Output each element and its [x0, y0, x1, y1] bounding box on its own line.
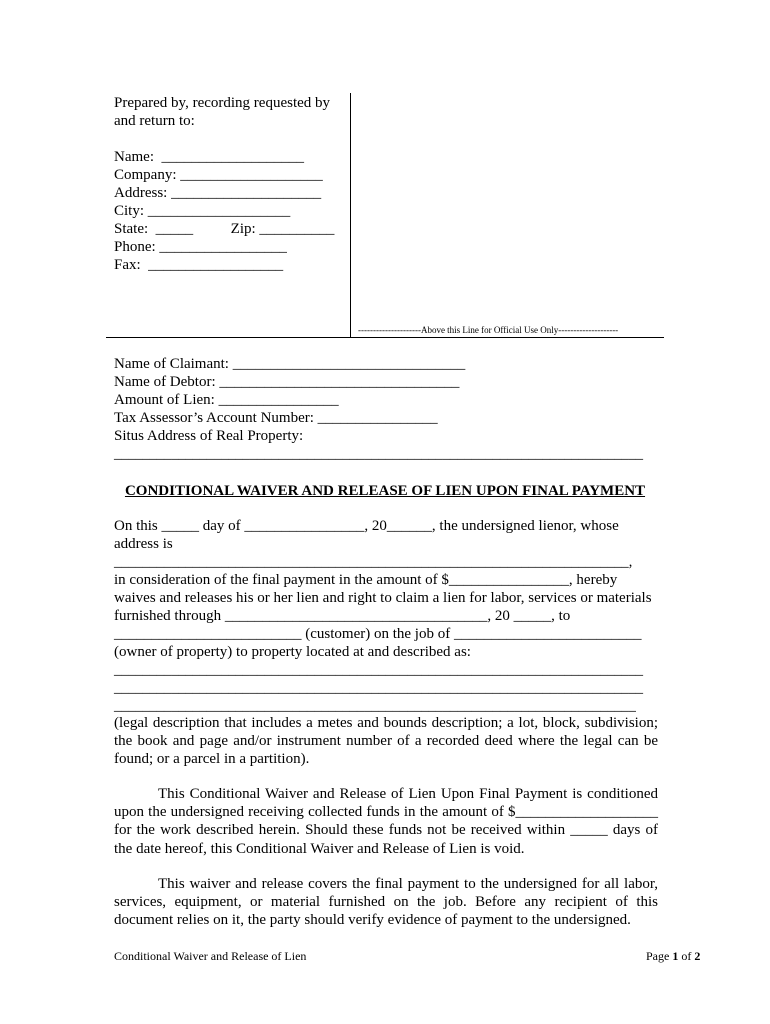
debtor-field[interactable]: Name of Debtor: ________________________________	[114, 374, 460, 390]
body-line-customer-job[interactable]: _________________________ (customer) on the job of _________________________	[114, 626, 642, 642]
page-total: 2	[694, 949, 701, 963]
property-description-line3[interactable]: _________________________________________________________________________	[114, 698, 636, 714]
coverage-paragraph: This waiver and release covers the final payment to the undersigned for all labor, services, equipment, or material furnished on the job. Before any recipient of this document relies on it, the party should verify evidence of payment to the undersigned.	[114, 876, 658, 929]
document-title: CONDITIONAL WAIVER AND RELEASE OF LIEN UPON FINAL PAYMENT	[124, 483, 646, 499]
situs-address-label: Situs Address of Real Property:	[114, 428, 304, 444]
condition-paragraph: This Conditional Waiver and Release of Lien Upon Final Payment is conditioned upon the undersigned receiving collected funds in the amount of $___________________ for the work described herein. Should these funds not be received within _____ days of the date hereof, this Conditional Waiver and Release of Lien is void.	[114, 786, 658, 857]
page-current: 1	[672, 949, 679, 963]
body-line-waiver: waives and releases his or her lien and right to claim a lien for labor, services or materials	[114, 590, 652, 606]
return-fax-field[interactable]: Fax: __________________	[114, 257, 284, 273]
official-use-label: ---------------------Above this Line for Official Use Only--------------------	[358, 325, 619, 335]
page-prefix: Page	[646, 949, 673, 963]
return-phone-field[interactable]: Phone: _________________	[114, 239, 287, 255]
footer-document-name: Conditional Waiver and Release of Lien	[114, 949, 307, 963]
body-line-owner: (owner of property) to property located at and described as:	[114, 644, 471, 660]
situs-address-field[interactable]: __________________________________________________________________________	[114, 446, 643, 462]
property-description-line1[interactable]: __________________________________________________________________________	[114, 662, 643, 678]
official-use-rule	[106, 337, 664, 338]
recording-block-divider	[350, 93, 351, 337]
prepared-by-line2: and return to:	[114, 113, 195, 129]
legal-description-note: (legal description that includes a metes and bounds description; a lot, block, subdivision; the book and page and/or instrument number of a recorded deed where the legal can be found; or a parcel in a partition).	[114, 715, 658, 768]
property-description-line2[interactable]: __________________________________________________________________________	[114, 680, 643, 696]
footer-page-number	[646, 949, 700, 963]
body-line-furnished-through[interactable]: furnished through ___________________________________, 20 _____, to	[114, 608, 571, 624]
body-line-payment-amount[interactable]: in consideration of the final payment in the amount of $________________, hereby	[114, 572, 618, 588]
lienor-address-field[interactable]: ________________________________________________________________________,	[114, 554, 633, 570]
return-state-zip-field[interactable]: State: _____ Zip: __________	[114, 221, 335, 237]
return-city-field[interactable]: City: ___________________	[114, 203, 291, 219]
body-line-address-label: address is	[114, 536, 173, 552]
prepared-by-line1: Prepared by, recording requested by	[114, 95, 331, 111]
claimant-field[interactable]: Name of Claimant: _______________________________	[114, 356, 466, 372]
page-of: of	[678, 949, 695, 963]
tax-account-field[interactable]: Tax Assessor’s Account Number: ________________	[114, 410, 438, 426]
body-line-date[interactable]: On this _____ day of ________________, 20______, the undersigned lienor, whose	[114, 518, 619, 534]
return-company-field[interactable]: Company: ___________________	[114, 167, 323, 183]
return-address-field[interactable]: Address: ____________________	[114, 185, 322, 201]
lien-amount-field[interactable]: Amount of Lien: ________________	[114, 392, 339, 408]
return-name-field[interactable]: Name: ___________________	[114, 149, 304, 165]
